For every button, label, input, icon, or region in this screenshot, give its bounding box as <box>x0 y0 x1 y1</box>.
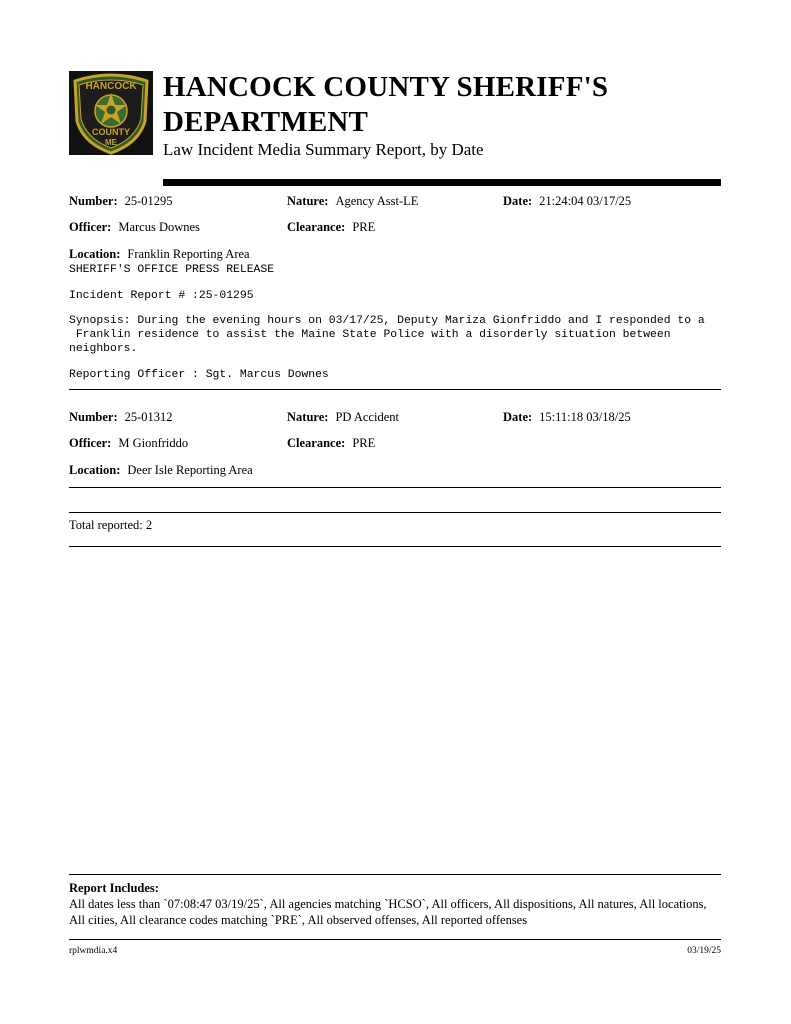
page-title: HANCOCK COUNTY SHERIFF'S DEPARTMENT <box>163 71 609 138</box>
officer-label: Officer: <box>69 220 112 234</box>
total-reported: Total reported: 2 <box>69 518 153 532</box>
report-includes-heading: Report Includes: <box>69 881 159 895</box>
total-divider-top <box>69 512 721 513</box>
record-1-row-3 <box>69 247 721 263</box>
report-includes <box>69 880 721 928</box>
record-divider <box>69 389 721 390</box>
sheriff-badge-logo <box>69 71 153 155</box>
number-value: 25-01312 <box>124 410 173 424</box>
record-1-date <box>503 194 631 209</box>
record-2-date <box>503 410 631 425</box>
record-1-number <box>69 194 173 209</box>
date-value: 21:24:04 03/17/25 <box>539 194 632 208</box>
logo-text-state: ME <box>105 138 117 147</box>
footer-date: 03/19/25 <box>687 946 721 956</box>
logo-text-bottom: COUNTY <box>92 127 130 137</box>
nature-value: PD Accident <box>335 410 399 424</box>
total-divider-bottom <box>69 546 721 547</box>
nature-value: Agency Asst-LE <box>335 194 419 208</box>
officer-value: Marcus Downes <box>118 220 200 234</box>
nature-label: Nature: <box>287 194 329 208</box>
location-label: Location: <box>69 463 121 477</box>
record-2-nature <box>287 410 399 425</box>
record-1-row-1 <box>69 194 721 210</box>
narrative-press-release: SHERIFF'S OFFICE PRESS RELEASE <box>69 264 275 276</box>
clearance-label: Clearance: <box>287 436 346 450</box>
includes-divider <box>69 874 721 875</box>
record-divider <box>69 487 721 488</box>
record-2-location <box>69 463 253 478</box>
date-label: Date: <box>503 194 533 208</box>
narrative-reporting-officer: Reporting Officer : Sgt. Marcus Downes <box>69 369 329 381</box>
record-1-officer <box>69 220 200 235</box>
record-2-row-1 <box>69 410 721 426</box>
location-value: Franklin Reporting Area <box>127 247 250 261</box>
narrative-synopsis: Synopsis: During the evening hours on 03/17/25, Deputy Mariza Gionfriddo and I responded to a Franklin residence to assist the Maine State Police with a disorderly situation between neighbors. <box>69 315 705 355</box>
record-2-row-3 <box>69 463 721 479</box>
clearance-value: PRE <box>352 220 376 234</box>
location-value: Deer Isle Reporting Area <box>127 463 253 477</box>
number-label: Number: <box>69 410 118 424</box>
record-1-nature <box>287 194 418 209</box>
report-includes-text: All dates less than `07:08:47 03/19/25`, All agencies matching `HCSO`, All officers, All dispositions, All natures, All locations, All cities, All clearance codes matching `PRE`, All observed offenses, All reported offenses <box>69 897 707 927</box>
location-label: Location: <box>69 247 121 261</box>
logo-text-top: HANCOCK <box>85 81 137 92</box>
date-value: 15:11:18 03/18/25 <box>539 410 631 424</box>
number-value: 25-01295 <box>124 194 173 208</box>
report-subtitle: Law Incident Media Summary Report, by Date <box>163 140 484 159</box>
footer-divider <box>69 939 721 940</box>
clearance-value: PRE <box>352 436 376 450</box>
record-2-clearance <box>287 436 375 451</box>
record-1-clearance <box>287 220 375 235</box>
record-2-row-2 <box>69 436 721 452</box>
number-label: Number: <box>69 194 118 208</box>
header-divider <box>163 179 721 186</box>
record-2-number <box>69 410 173 425</box>
clearance-label: Clearance: <box>287 220 346 234</box>
officer-label: Officer: <box>69 436 112 450</box>
record-2-officer <box>69 436 188 451</box>
footer-filename: rplwmdia.x4 <box>69 946 118 956</box>
nature-label: Nature: <box>287 410 329 424</box>
record-1-location <box>69 247 250 262</box>
narrative-incident-report: Incident Report # :25-01295 <box>69 290 254 302</box>
record-1-row-2 <box>69 220 721 236</box>
officer-value: M Gionfriddo <box>118 436 189 450</box>
date-label: Date: <box>503 410 533 424</box>
